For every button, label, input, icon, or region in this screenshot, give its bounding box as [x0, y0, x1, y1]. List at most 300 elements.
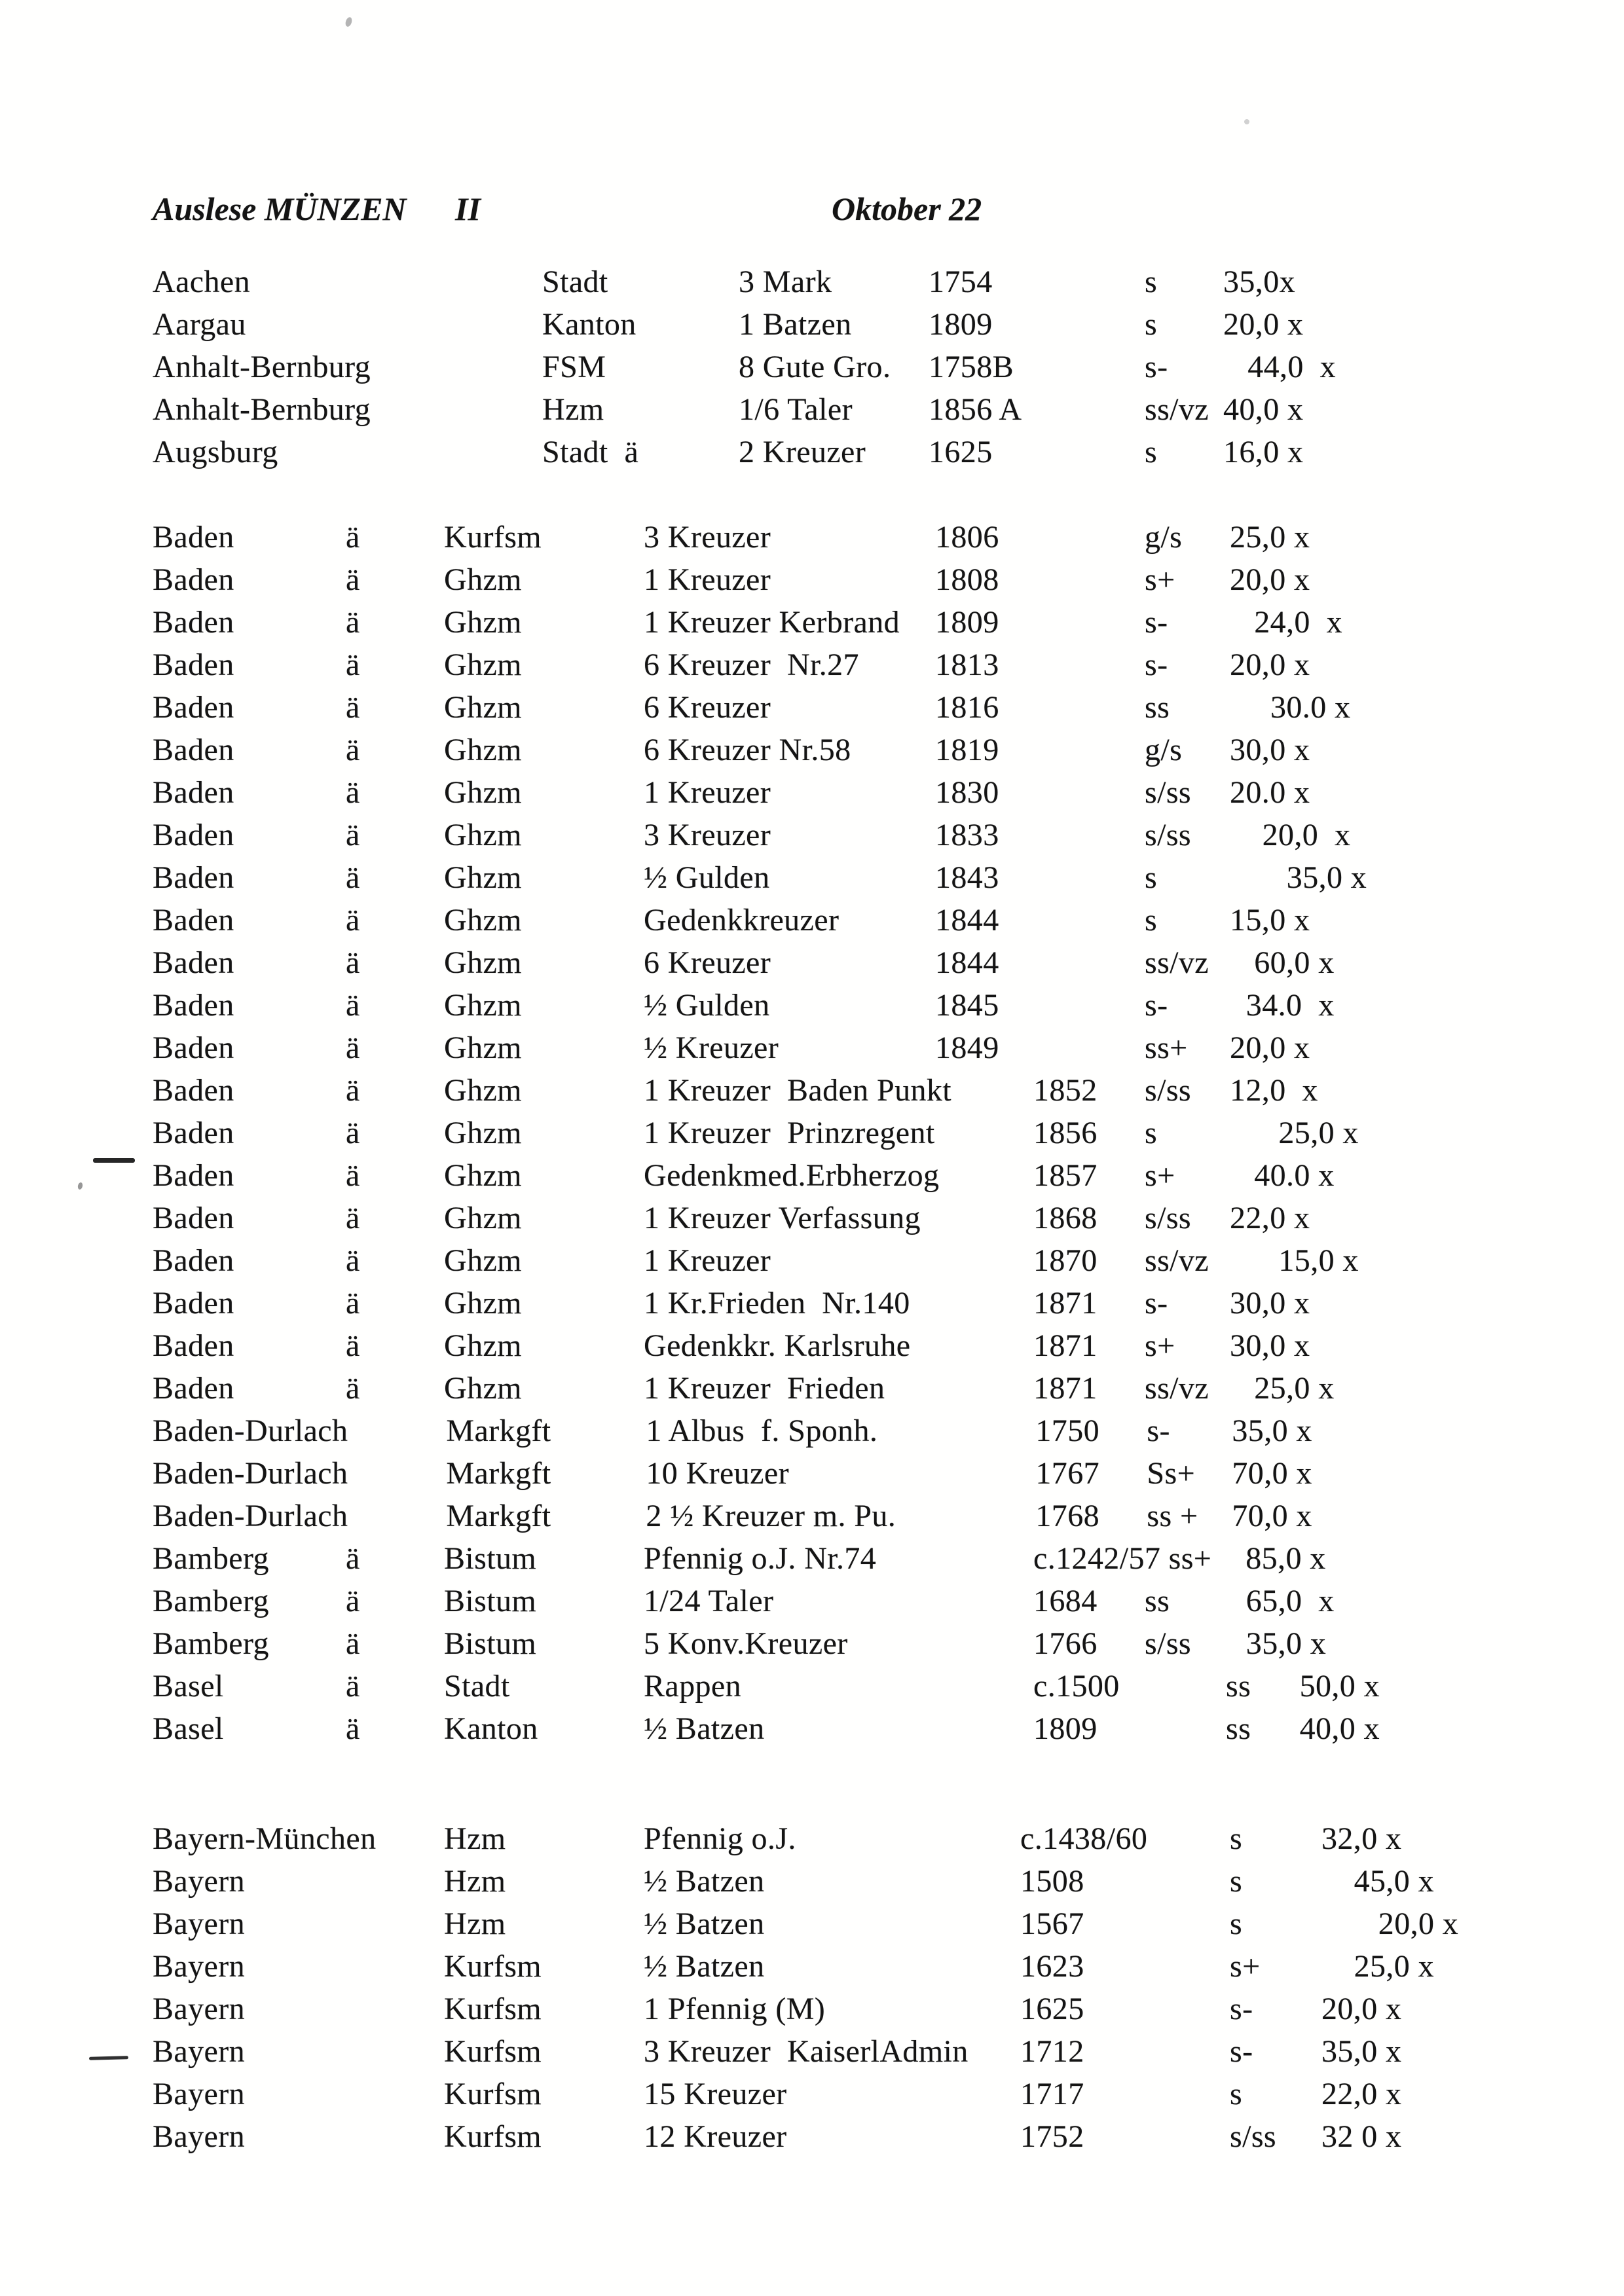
coin-row [153, 1410, 1380, 1452]
coin-row [153, 941, 1367, 984]
cell-location: Baden [153, 988, 234, 1023]
cell-grade: s- [1145, 605, 1168, 640]
cell-umlaut: ä [346, 1116, 360, 1150]
cell-authority: Hzm [444, 1864, 506, 1899]
cell-grade: ss+ [1145, 1030, 1188, 1065]
cell-grade: ss + [1147, 1499, 1198, 1533]
cell-location: Baden [153, 945, 234, 980]
cell-authority: Stadt ä [542, 435, 639, 469]
cell-denomination: Gedenkkreuzer [644, 903, 840, 938]
cell-authority: Ghzm [444, 945, 522, 980]
cell-location: Aargau [153, 307, 246, 342]
cell-price: 25,0 x [1230, 520, 1310, 555]
cell-price: 44,0 x [1223, 350, 1336, 384]
cell-authority: Hzm [444, 1906, 506, 1941]
cell-grade: s/ss [1145, 775, 1191, 810]
cell-year: 1871 [1033, 1286, 1098, 1321]
cell-denomination: 12 Kreuzer [644, 2119, 787, 2154]
cell-umlaut: ä [346, 1158, 360, 1193]
cell-year: 1844 [935, 945, 999, 980]
cell-grade: s [1145, 264, 1158, 299]
cell-price: 22,0 x [1321, 2077, 1402, 2111]
cell-authority: Bistum [444, 1584, 537, 1618]
coin-row [153, 1197, 1380, 1239]
cell-denomination: ½ Batzen [644, 1949, 765, 1984]
cell-denomination: 1 Kreuzer [644, 562, 771, 597]
cell-denomination: ½ Gulden [644, 988, 770, 1023]
coin-row [153, 1367, 1380, 1410]
coin-row [153, 1945, 1458, 1988]
cell-denomination: 2 ½ Kreuzer m. Pu. [646, 1499, 896, 1533]
cell-location: Baden [153, 1073, 234, 1108]
cell-grade: g/s [1145, 733, 1183, 767]
cell-denomination: Gedenkkr. Karlsruhe [644, 1328, 911, 1363]
coin-row [153, 1239, 1380, 1282]
cell-location: Bayern [153, 1864, 246, 1899]
cell-authority: Ghzm [444, 1030, 522, 1065]
cell-price: 35,0 x [1230, 1626, 1327, 1661]
cell-denomination: 1 Kreuzer [644, 1243, 771, 1278]
cell-authority: Hzm [542, 392, 604, 427]
cell-location: Bayern-München [153, 1821, 377, 1856]
cell-price: 40,0 x [1251, 1711, 1380, 1746]
cell-year: 1623 [1020, 1949, 1084, 1984]
cell-price: 25,0 x [1321, 1949, 1434, 1984]
cell-umlaut: ä [346, 1626, 360, 1661]
cell-price: 15,0 x [1230, 1243, 1359, 1278]
cell-grade: s+ [1230, 1949, 1261, 1984]
cell-denomination: 10 Kreuzer [646, 1456, 789, 1491]
cell-authority: FSM [542, 350, 606, 384]
cell-year: 1809 [929, 307, 993, 342]
coin-row [153, 1860, 1458, 1903]
cell-umlaut: ä [346, 988, 360, 1023]
cell-denomination: 1 Kreuzer Prinzregent [644, 1116, 935, 1150]
cell-price: 25,0 x [1230, 1371, 1335, 1406]
cell-denomination: 1/24 Taler [644, 1584, 774, 1618]
cell-denomination: 1 Kreuzer Verfassung [644, 1201, 921, 1235]
cell-location: Baden [153, 1328, 234, 1363]
cell-year: 1567 [1020, 1906, 1084, 1941]
cell-price: 30,0 x [1230, 1286, 1310, 1321]
cell-location: Augsburg [153, 435, 278, 469]
cell-year: 1843 [935, 860, 999, 895]
cell-location: Baden [153, 690, 234, 725]
cell-year: 1845 [935, 988, 999, 1023]
cell-denomination: 6 Kreuzer Nr.58 [644, 733, 851, 767]
coin-list-block-baden-early [153, 516, 1367, 1069]
coin-row [153, 346, 1336, 388]
cell-location: Baden [153, 1158, 234, 1193]
cell-location: Baden-Durlach [153, 1413, 348, 1448]
coin-row [153, 558, 1367, 601]
cell-denomination: ½ Kreuzer [644, 1030, 779, 1065]
cell-price: 20,0 x [1321, 1992, 1402, 2026]
cell-year: c.1500 [1033, 1669, 1120, 1704]
cell-location: Bayern [153, 1906, 246, 1941]
margin-dash-mark [93, 1158, 135, 1163]
coin-list-block-baden-late [153, 1069, 1380, 1750]
cell-grade: s- [1230, 2034, 1253, 2069]
cell-price: 35,0 x [1232, 1413, 1312, 1448]
cell-umlaut: ä [346, 562, 360, 597]
cell-location: Anhalt-Bernburg [153, 350, 371, 384]
cell-year: c.1242/57 [1033, 1541, 1161, 1576]
coin-list-block-aachen [153, 261, 1336, 473]
coin-row [153, 2073, 1458, 2115]
cell-authority: Kurfsm [444, 1949, 542, 1984]
cell-grade: s/ss [1145, 818, 1191, 852]
scan-speck [1244, 119, 1249, 124]
cell-umlaut: ä [346, 1328, 360, 1363]
cell-year: 1856 A [929, 392, 1022, 427]
cell-year: 1717 [1020, 2077, 1084, 2111]
coin-row [153, 1154, 1380, 1197]
cell-location: Baden [153, 520, 234, 555]
cell-authority: Kurfsm [444, 2119, 542, 2154]
cell-umlaut: ä [346, 1711, 360, 1746]
cell-year: 1852 [1033, 1073, 1098, 1108]
cell-location: Baden [153, 1116, 234, 1150]
cell-price: 65,0 x [1230, 1584, 1335, 1618]
coin-row [153, 1537, 1380, 1580]
cell-year: 1684 [1033, 1584, 1098, 1618]
cell-year: 1752 [1020, 2119, 1084, 2154]
cell-price: 20,0 x [1230, 1030, 1310, 1065]
coin-row [153, 1282, 1380, 1324]
cell-price: 30,0 x [1230, 733, 1310, 767]
page-volume: II [455, 191, 481, 227]
cell-denomination: 3 Mark [739, 264, 832, 299]
cell-denomination: ½ Batzen [644, 1906, 765, 1941]
cell-denomination: 3 Kreuzer [644, 520, 771, 555]
coin-row [153, 1069, 1380, 1112]
cell-authority: Kurfsm [444, 520, 542, 555]
cell-location: Bamberg [153, 1541, 269, 1576]
cell-grade: s [1230, 1864, 1243, 1899]
cell-price: 15,0 x [1230, 903, 1310, 938]
cell-grade: ss [1145, 690, 1170, 725]
cell-year: 1625 [929, 435, 993, 469]
cell-location: Baden [153, 562, 234, 597]
cell-denomination: ½ Batzen [644, 1864, 765, 1899]
cell-year: 1871 [1033, 1371, 1098, 1406]
cell-authority: Kanton [542, 307, 637, 342]
cell-year: 1816 [935, 690, 999, 725]
cell-year: 1856 [1033, 1116, 1098, 1150]
cell-location: Baden [153, 1030, 234, 1065]
cell-location: Bayern [153, 2034, 246, 2069]
cell-year: 1758B [929, 350, 1014, 384]
coin-row [153, 516, 1367, 558]
cell-grade: ss [1145, 1669, 1251, 1704]
coin-row [153, 1324, 1380, 1367]
cell-grade: ss/vz [1145, 1243, 1209, 1278]
cell-denomination: 1/6 Taler [739, 392, 853, 427]
coin-row [153, 1495, 1380, 1537]
cell-authority: Kanton [444, 1711, 538, 1746]
cell-authority: Ghzm [444, 818, 522, 852]
cell-grade: s- [1147, 1413, 1170, 1448]
cell-price: 32,0 x [1321, 1821, 1402, 1856]
cell-denomination: Pfennig o.J. [644, 1821, 796, 1856]
cell-price: 20,0 x [1321, 1906, 1459, 1941]
cell-price: 25,0 x [1230, 1116, 1359, 1150]
cell-price: 16,0 x [1223, 435, 1304, 469]
cell-year: 1767 [1035, 1456, 1100, 1491]
cell-grade: s/ss [1145, 1626, 1191, 1661]
cell-price: 45,0 x [1321, 1864, 1434, 1899]
cell-year: 1809 [1033, 1711, 1098, 1746]
cell-year: 1871 [1033, 1328, 1098, 1363]
cell-year: 1833 [935, 818, 999, 852]
cell-authority: Ghzm [444, 988, 522, 1023]
cell-grade: g/s [1145, 520, 1183, 555]
cell-umlaut: ä [346, 1584, 360, 1618]
cell-denomination: 3 Kreuzer KaiserlAdmin [644, 2034, 969, 2069]
coin-row [153, 1452, 1380, 1495]
cell-location: Bayern [153, 1949, 246, 1984]
coin-row [153, 601, 1367, 644]
cell-denomination: 1 Kreuzer Frieden [644, 1371, 885, 1406]
cell-year: 1766 [1033, 1626, 1098, 1661]
coin-row [153, 1988, 1458, 2030]
cell-umlaut: ä [346, 1669, 360, 1704]
cell-year: 1625 [1020, 1992, 1084, 2026]
cell-umlaut: ä [346, 520, 360, 555]
cell-year: 1813 [935, 647, 999, 682]
cell-year: 1857 [1033, 1158, 1098, 1193]
cell-authority: Stadt [542, 264, 608, 299]
cell-year: 1819 [935, 733, 999, 767]
coin-row [153, 1622, 1380, 1665]
cell-umlaut: ä [346, 1201, 360, 1235]
cell-denomination: 1 Pfennig (M) [644, 1992, 826, 2026]
cell-price: 85,0 x [1246, 1541, 1326, 1576]
cell-location: Baden [153, 1371, 234, 1406]
coin-row [153, 771, 1367, 814]
coin-row [153, 1707, 1380, 1750]
cell-authority: Ghzm [444, 690, 522, 725]
cell-grade: s [1145, 435, 1158, 469]
cell-price: 30.0 x [1230, 690, 1351, 725]
cell-authority: Ghzm [444, 1073, 522, 1108]
cell-grade: s/ss [1230, 2119, 1276, 2154]
cell-grade: s+ [1145, 1328, 1175, 1363]
cell-umlaut: ä [346, 733, 360, 767]
cell-price: 32 0 x [1321, 2119, 1402, 2154]
cell-denomination: 6 Kreuzer Nr.27 [644, 647, 859, 682]
scan-speck [344, 16, 353, 27]
cell-grade: s/ss [1145, 1073, 1191, 1108]
cell-location: Baden [153, 1201, 234, 1235]
cell-grade: s [1145, 860, 1158, 895]
coin-row [153, 984, 1367, 1027]
cell-price: 20,0 x [1230, 647, 1310, 682]
cell-grade: s/ss [1145, 1201, 1191, 1235]
cell-grade: s- [1230, 1992, 1253, 2026]
cell-authority: Ghzm [444, 1371, 522, 1406]
cell-authority: Ghzm [444, 562, 522, 597]
cell-authority: Markgft [446, 1456, 551, 1491]
coin-row [153, 899, 1367, 941]
cell-grade: s- [1145, 647, 1168, 682]
page-header [153, 191, 982, 227]
cell-umlaut: ä [346, 690, 360, 725]
cell-umlaut: ä [346, 945, 360, 980]
cell-price: 35,0 x [1230, 860, 1367, 895]
cell-year: 1809 [935, 605, 999, 640]
cell-umlaut: ä [346, 605, 360, 640]
cell-price: 35,0x [1223, 264, 1295, 299]
coin-row [153, 431, 1336, 473]
cell-location: Baden [153, 903, 234, 938]
cell-umlaut: ä [346, 1030, 360, 1065]
coin-row [153, 1903, 1458, 1945]
cell-price: 70,0 x [1232, 1499, 1312, 1533]
coin-row [153, 261, 1336, 303]
cell-price: 20,0 x [1230, 818, 1351, 852]
cell-authority: Ghzm [444, 1328, 522, 1363]
cell-location: Baden [153, 775, 234, 810]
cell-price: 50,0 x [1251, 1669, 1380, 1704]
cell-grade: s [1145, 307, 1158, 342]
cell-authority: Bistum [444, 1626, 537, 1661]
cell-authority: Ghzm [444, 775, 522, 810]
cell-grade: s [1230, 2077, 1243, 2111]
cell-year: 1806 [935, 520, 999, 555]
cell-location: Anhalt-Bernburg [153, 392, 371, 427]
cell-price: 24,0 x [1230, 605, 1342, 640]
cell-grade: ss/vz [1145, 945, 1209, 980]
cell-authority: Stadt [444, 1669, 510, 1704]
cell-grade: s [1145, 903, 1158, 938]
coin-row [153, 856, 1367, 899]
coin-row [153, 2030, 1458, 2073]
cell-grade: Ss+ [1147, 1456, 1196, 1491]
cell-location: Bayern [153, 2119, 246, 2154]
cell-location: Bayern [153, 1992, 246, 2026]
coin-row [153, 303, 1336, 346]
cell-year: 1844 [935, 903, 999, 938]
cell-denomination: Pfennig o.J. Nr.74 [644, 1541, 877, 1576]
cell-denomination: 1 Kr.Frieden Nr.140 [644, 1286, 910, 1321]
cell-year: 1830 [935, 775, 999, 810]
cell-year: 1868 [1033, 1201, 1098, 1235]
scan-speck [77, 1182, 83, 1190]
cell-location: Baden [153, 818, 234, 852]
cell-grade: s- [1145, 350, 1168, 384]
cell-denomination: Rappen [644, 1669, 742, 1704]
cell-year: c.1438/60 [1020, 1821, 1148, 1856]
cell-denomination: 1 Albus f. Sponh. [646, 1413, 878, 1448]
cell-price: 35,0 x [1321, 2034, 1402, 2069]
cell-location: Aachen [153, 264, 250, 299]
cell-grade: ss [1145, 1584, 1170, 1618]
coin-row [153, 1817, 1458, 1860]
cell-location: Baden [153, 1286, 234, 1321]
cell-denomination: 1 Kreuzer Kerbrand [644, 605, 900, 640]
cell-denomination: 2 Kreuzer [739, 435, 866, 469]
cell-umlaut: ä [346, 1073, 360, 1108]
cell-umlaut: ä [346, 1371, 360, 1406]
coin-row [153, 644, 1367, 686]
coin-list-block-bayern [153, 1817, 1458, 2158]
coin-row [153, 1665, 1380, 1707]
cell-price: 40.0 x [1230, 1158, 1335, 1193]
cell-year: 1712 [1020, 2034, 1084, 2069]
coin-row [153, 1027, 1367, 1069]
cell-location: Bamberg [153, 1626, 269, 1661]
cell-location: Basel [153, 1711, 224, 1746]
cell-grade: ss+ [1160, 1541, 1212, 1576]
coin-row [153, 1580, 1380, 1622]
cell-location: Baden-Durlach [153, 1456, 348, 1491]
cell-grade: ss [1145, 1711, 1251, 1746]
cell-denomination: 5 Konv.Kreuzer [644, 1626, 848, 1661]
cell-location: Baden-Durlach [153, 1499, 348, 1533]
cell-location: Basel [153, 1669, 224, 1704]
coin-row [153, 1112, 1380, 1154]
cell-umlaut: ä [346, 775, 360, 810]
coin-row [153, 388, 1336, 431]
cell-grade: s [1145, 1116, 1158, 1150]
coin-row [153, 814, 1367, 856]
cell-denomination: 3 Kreuzer [644, 818, 771, 852]
cell-location: Baden [153, 733, 234, 767]
cell-denomination: 1 Kreuzer Baden Punkt [644, 1073, 952, 1108]
page-date: Oktober 22 [832, 191, 982, 227]
cell-denomination: ½ Batzen [644, 1711, 765, 1746]
cell-authority: Ghzm [444, 1201, 522, 1235]
cell-price: 34.0 x [1230, 988, 1335, 1023]
cell-authority: Ghzm [444, 605, 522, 640]
cell-authority: Ghzm [444, 1286, 522, 1321]
cell-grade: s+ [1145, 1158, 1175, 1193]
cell-umlaut: ä [346, 647, 360, 682]
cell-price: 20.0 x [1230, 775, 1310, 810]
cell-denomination: 1 Kreuzer [644, 775, 771, 810]
cell-price: 60,0 x [1230, 945, 1335, 980]
cell-authority: Ghzm [444, 1158, 522, 1193]
margin-dash-mark [89, 2056, 128, 2060]
cell-authority: Markgft [446, 1499, 551, 1533]
cell-year: 1808 [935, 562, 999, 597]
cell-price: 12,0 x [1230, 1073, 1318, 1108]
cell-year: 1508 [1020, 1864, 1084, 1899]
cell-year: 1768 [1035, 1499, 1100, 1533]
cell-denomination: 6 Kreuzer [644, 945, 771, 980]
cell-grade: s [1230, 1821, 1243, 1856]
cell-denomination: 6 Kreuzer [644, 690, 771, 725]
cell-authority: Ghzm [444, 647, 522, 682]
cell-price: 20,0 x [1223, 307, 1304, 342]
cell-authority: Kurfsm [444, 2077, 542, 2111]
cell-grade: s+ [1145, 562, 1175, 597]
cell-umlaut: ä [346, 1286, 360, 1321]
cell-denomination: Gedenkmed.Erbherzog [644, 1158, 940, 1193]
cell-authority: Markgft [446, 1413, 551, 1448]
cell-price: 70,0 x [1232, 1456, 1312, 1491]
cell-denomination: 8 Gute Gro. [739, 350, 891, 384]
cell-denomination: 15 Kreuzer [644, 2077, 787, 2111]
cell-umlaut: ä [346, 1243, 360, 1278]
cell-umlaut: ä [346, 903, 360, 938]
cell-authority: Bistum [444, 1541, 537, 1576]
cell-authority: Ghzm [444, 733, 522, 767]
cell-location: Baden [153, 860, 234, 895]
cell-umlaut: ä [346, 1541, 360, 1576]
